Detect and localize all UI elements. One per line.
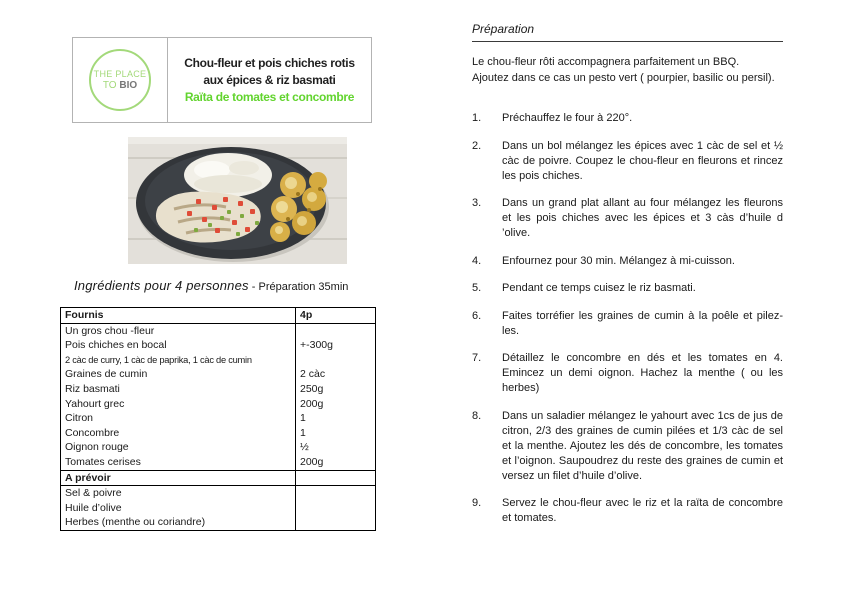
preparation-steps (472, 111, 783, 526)
step-text: Servez le chou-fleur avec le riz et la raïta de concombre et tomates. (502, 497, 783, 524)
table-row (61, 323, 376, 338)
step-text: Détaillez le concombre en dés et les tomates en 4. Emincez un demi oignon. Hachez la menthe ( ou les herbes) (502, 352, 783, 394)
step-text: Dans un grand plat allant au four mélangez les fleurons et les pois chiches avec les épices et 3 càs d’huile d ’olive. (502, 197, 783, 239)
table-header-row (61, 308, 376, 324)
logo-text-bio: BIO (119, 80, 138, 91)
table-row (61, 397, 376, 412)
ingredient-qty: ½ (296, 440, 376, 455)
step-number: 5. (472, 282, 482, 294)
table-row (61, 455, 376, 470)
ingredient-qty (296, 501, 376, 516)
logo-text-line2 (103, 80, 137, 92)
ingredient-qty: 200g (296, 397, 376, 412)
step-text: Dans un saladier mélangez le yahourt avec 1cs de jus de citron, 2/3 des graines de cumin pilées et 1/3 càc de sel et la menthe. Ajoutez les dés de concombre, les tomates et l’oignon. Saupoudrez du reste des graines de cumin et versez un filet d’huile d’olive. (502, 409, 783, 482)
dish-photo-svg (128, 137, 347, 264)
logo-cell (73, 38, 168, 122)
ingredient-name: Herbes (menthe ou coriandre) (61, 515, 296, 530)
table-row (61, 501, 376, 516)
ingredient-name: Sel & poivre (61, 486, 296, 501)
ingredient-name: Citron (61, 411, 296, 426)
rice-mound (184, 153, 272, 197)
step-number: 9. (472, 497, 482, 509)
column-header-fournis: Fournis (61, 308, 296, 324)
step-number: 6. (472, 309, 482, 322)
table-row (61, 411, 376, 426)
step-item (472, 139, 783, 184)
step-number: 8. (472, 409, 482, 422)
ingredient-name: Graines de cumin (61, 367, 296, 382)
step-number: 4. (472, 254, 482, 267)
step-item (472, 309, 783, 339)
step-text: Enfournez pour 30 min. Mélangez à mi-cuisson. (502, 254, 735, 267)
raita-sauce (156, 192, 261, 243)
step-number: 1. (472, 112, 482, 124)
step-item (472, 196, 783, 241)
ingredient-qty (296, 353, 376, 368)
table-section-row (61, 470, 376, 486)
ingredients-heading-main: Ingrédients pour 4 personnes (74, 278, 249, 293)
recipe-title-line1: Chou-fleur et pois chiches rotis (184, 55, 355, 70)
intro-line1: Le chou-fleur rôti accompagnera parfaitement un BBQ. (472, 56, 740, 68)
step-item (472, 111, 783, 126)
ingredient-name: Yahourt grec (61, 397, 296, 412)
intro-line2: Ajoutez dans ce cas un pesto vert ( pourpier, basilic ou persil). (472, 71, 775, 84)
step-text: Pendant ce temps cuisez le riz basmati. (502, 282, 696, 294)
table-row (61, 440, 376, 455)
section-header-a-prevoir: A prévoir (61, 470, 296, 486)
ingredient-qty: 200g (296, 455, 376, 470)
recipe-header-box (72, 37, 372, 123)
recipe-title-line2: aux épices & riz basmati (203, 72, 336, 87)
dish-photo (128, 137, 347, 264)
section-header-empty (296, 470, 376, 486)
ingredient-qty (296, 486, 376, 501)
ingredients-heading-suffix: - Préparation 35min (248, 281, 349, 293)
ingredient-qty (296, 323, 376, 338)
step-text: Dans un bol mélangez les épices avec 1 càc de sel et ½ càc de poivre. Coupez le chou-fleur en fleurons et rincez les pois chiches. (502, 139, 783, 182)
ingredient-qty (296, 515, 376, 530)
ingredient-name: Pois chiches en bocal (61, 338, 296, 353)
column-header-4p: 4p (296, 308, 376, 324)
step-text: Faites torréfier les graines de cumin à la poêle et pilez-les. (502, 309, 783, 337)
step-item (472, 409, 783, 484)
ingredient-qty: 1 (296, 411, 376, 426)
step-text: Préchauffez le four à 220°. (502, 112, 633, 124)
step-number: 2. (472, 139, 482, 152)
recipe-title-block (168, 38, 371, 122)
ingredient-name: Concombre (61, 426, 296, 441)
ingredient-qty: 1 (296, 426, 376, 441)
preparation-section (472, 22, 783, 539)
ingredient-name: Oignon rouge (61, 440, 296, 455)
ingredient-name: 2 càc de curry, 1 càc de paprika, 1 càc de cumin (61, 353, 296, 368)
ingredient-name: Tomates cerises (61, 455, 296, 470)
table-row (61, 382, 376, 397)
ingredient-qty: 2 càc (296, 367, 376, 382)
step-item (472, 254, 783, 269)
recipe-subtitle: Raïta de tomates et concombre (184, 89, 355, 104)
ingredient-qty: +-300g (296, 338, 376, 353)
table-row (61, 338, 376, 353)
table-row (61, 367, 376, 382)
brand-logo (89, 49, 151, 111)
ingredients-heading (74, 277, 348, 295)
step-number: 7. (472, 352, 482, 364)
logo-text-line1: THE PLACE (93, 69, 147, 79)
table-row (61, 515, 376, 530)
ingredient-qty: 250g (296, 382, 376, 397)
ingredients-table (60, 307, 376, 531)
ingredient-name: Riz basmati (61, 382, 296, 397)
table-row (61, 426, 376, 441)
step-item (472, 496, 783, 526)
step-item (472, 351, 783, 396)
step-number: 3. (472, 197, 482, 209)
preparation-heading: Préparation (472, 22, 783, 42)
logo-text-to: TO (102, 80, 120, 91)
ingredient-name: Huile d’olive (61, 501, 296, 516)
preparation-intro (472, 55, 783, 86)
ingredient-name: Un gros chou -fleur (61, 323, 296, 338)
step-item (472, 281, 783, 296)
table-row (61, 486, 376, 501)
table-row (61, 353, 376, 368)
